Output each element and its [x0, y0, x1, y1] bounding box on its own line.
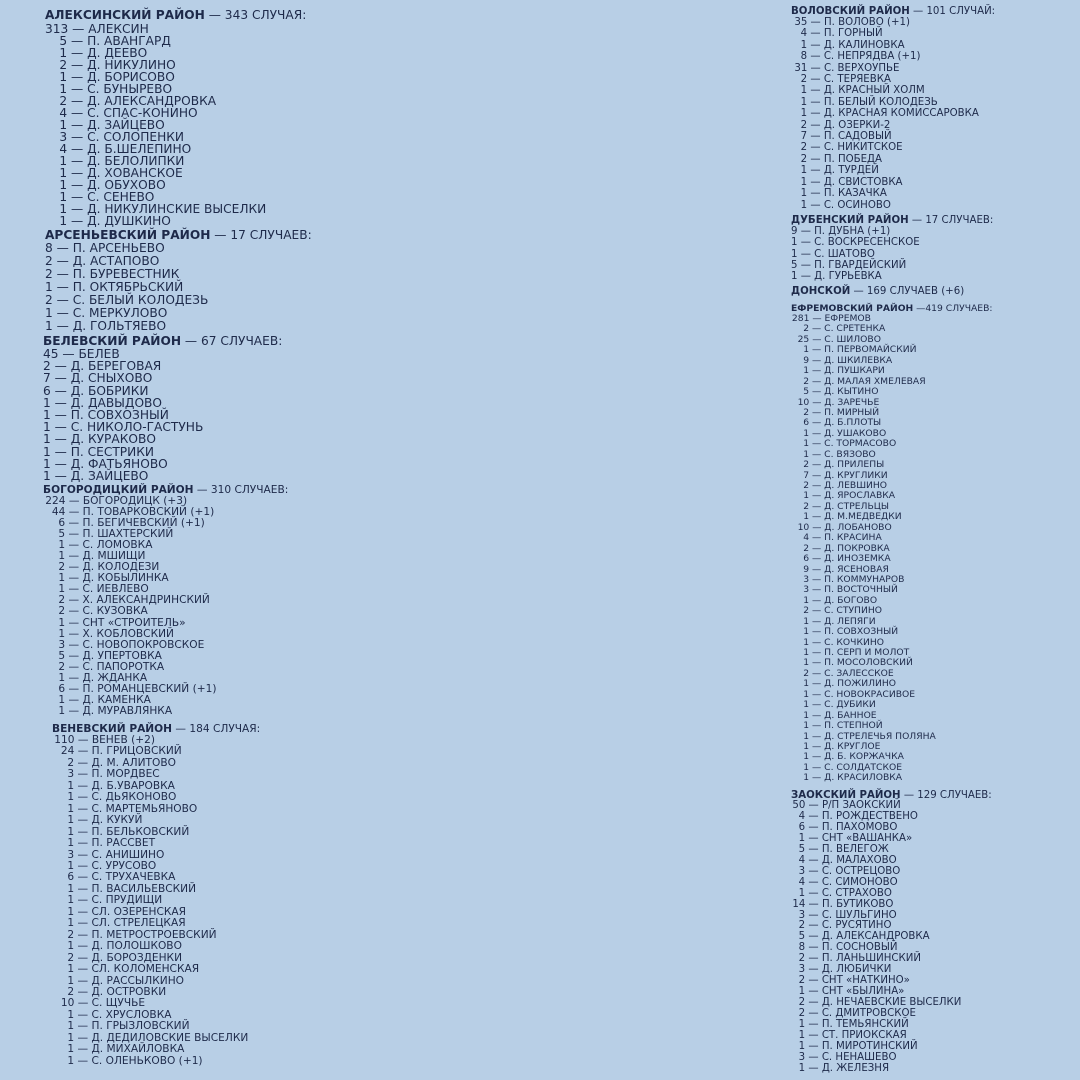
- settlement-line: 4 — П. РОЖДЕСТВЕНО: [798, 810, 918, 822]
- settlement-line: 1 — Д. КОБЫЛИНКА: [58, 572, 169, 585]
- settlement-line: 2 — Д. БЕРЕГОВАЯ: [43, 359, 162, 374]
- settlement-line: 1 — Д. КУКУЙ: [67, 814, 143, 827]
- settlement-line: 1 — Д. НИКУЛИНСКИЕ ВЫСЕЛКИ: [59, 202, 267, 216]
- settlement-line: 1 — С. УРУСОВО: [67, 859, 157, 872]
- settlement-line: 1 — СЛ. СТРЕЛЕЦКАЯ: [67, 917, 186, 930]
- settlement-line: 1 — С. СОЛДАТСКОЕ: [803, 761, 903, 773]
- settlement-line: 110 — ВЕНЕВ (+2): [54, 734, 155, 746]
- settlement-line: 1 — Д. БОГОВО: [803, 594, 878, 606]
- settlement-line: 1 — Д. ДЕЕВО: [59, 46, 148, 60]
- settlement-line: 1 — С. ЛОМОВКА: [58, 539, 153, 552]
- district-aleksin: [45, 8, 306, 227]
- settlement-line: 1 — Д. Б. КОРЖАЧКА: [803, 751, 904, 763]
- settlement-line: 2 — Д. ПРИЛЕПЫ: [803, 459, 885, 471]
- settlement-line: 6 — П. ПАХОМОВО: [798, 821, 898, 833]
- settlement-line: 3 — С. НЕНАШЕВО: [798, 1051, 897, 1063]
- settlement-line: 1 — Д. ЛЕПЯГИ: [803, 615, 876, 627]
- settlement-line: 2 — С. ЗАЛЕССКОЕ: [803, 667, 894, 679]
- district-case-count: — 343 СЛУЧАЯ:: [204, 8, 307, 22]
- district-name: ДУБЕНСКИЙ РАЙОН: [791, 215, 909, 226]
- district-case-count: — 169 СЛУЧАЕВ (+6): [850, 286, 965, 297]
- settlement-line: 10 — С. ЩУЧЬЕ: [60, 997, 146, 1010]
- settlement-line: 3 — С. ШУЛЬГИНО: [798, 909, 897, 921]
- settlement-line: 1 — П. ПЕРВОМАЙСКИЙ: [803, 344, 917, 356]
- district-arsenyev: [45, 228, 312, 333]
- settlement-line: 1 — П. СОВХОЗНЫЙ: [43, 408, 169, 423]
- settlement-line: 1 — Д. БАННОЕ: [803, 709, 877, 721]
- settlement-line: 1 — Д. БЕЛОЛИПКИ: [59, 154, 185, 168]
- settlement-line: 281 — ЕФРЕМОВ: [791, 313, 871, 324]
- settlement-line: 1 — С. БУНЫРЕВО: [59, 82, 173, 96]
- district-case-count: — 67 СЛУЧАЕВ:: [181, 334, 283, 348]
- district-header: [791, 215, 993, 226]
- settlement-line: 1 — П. ТЕМЬЯНСКИЙ: [798, 1019, 909, 1031]
- settlement-line: 1 — С. НОВОКРАСИВОЕ: [803, 688, 916, 700]
- settlement-line: 2 — СНТ «НАТКИНО»: [798, 975, 910, 987]
- settlement-line: 4 — Д. Б.ШЕЛЕПИНО: [59, 142, 192, 156]
- settlement-line: 3 — П. КОММУНАРОВ: [803, 573, 905, 585]
- settlement-line: 5 — П. АВАНГАРД: [59, 34, 171, 48]
- district-case-count: — 17 СЛУЧАЕВ:: [908, 215, 994, 226]
- settlement-line: 1 — Д. ПУШКАРИ: [803, 365, 885, 377]
- settlement-line: 1 — С. ИЕВЛЕВО: [58, 583, 149, 596]
- settlement-line: 1 — Д. БОРИСОВО: [59, 70, 175, 84]
- settlement-line: 1 — С. ВЯЗОВО: [803, 448, 876, 460]
- settlement-line: 1 — С. ДЬЯКОНОВО: [67, 791, 177, 804]
- settlement-line: 1 — П. БЕЛЫЙ КОЛОДЕЗЬ: [800, 96, 938, 108]
- settlement-line: 1 — С. ОЛЕНЬКОВО (+1): [67, 1054, 203, 1067]
- settlement-line: 1 — СНТ «ВАШАНКА»: [798, 832, 913, 844]
- settlement-line: 1 — Д. КРАСНАЯ КОМИССАРОВКА: [800, 108, 979, 120]
- settlement-line: 44 — П. ТОВАРКОВСКИЙ (+1): [51, 506, 215, 519]
- settlement-line: 1 — Д. КАМЕНКА: [58, 693, 151, 706]
- settlement-line: 1 — Д. ОБУХОВО: [59, 178, 166, 192]
- settlement-line: 1 — С. ШАТОВО: [791, 248, 875, 260]
- settlement-line: 2 — С. СРЕТЕНКА: [803, 323, 886, 335]
- settlement-line: 6 — С. ТРУХАЧЕВКА: [67, 871, 176, 884]
- settlement-line: 4 — П. ГОРНЫЙ: [800, 28, 883, 40]
- settlement-line: 2 — Д. БОРОЗДЕНКИ: [67, 951, 183, 964]
- settlement-line: 10 — Д. ЛОБАНОВО: [797, 521, 892, 533]
- settlement-line: 2 — П. БУРЕВЕСТНИК: [45, 266, 180, 281]
- settlement-line: 2 — С. СТУПИНО: [803, 605, 882, 617]
- settlement-line: 35 — П. ВОЛОВО (+1): [794, 17, 911, 28]
- settlement-line: 1 — С. ВОСКРЕСЕНСКОЕ: [791, 237, 920, 249]
- settlement-line: 1 — С. СЕНЕВО: [59, 190, 155, 204]
- settlement-line: 1 — С. ОСИНОВО: [800, 199, 891, 211]
- district-case-count: — 101 СЛУЧАЙ:: [909, 6, 996, 17]
- settlement-line: 1 — С. ХРУСЛОВКА: [67, 1008, 172, 1021]
- settlement-line: 2 — Д. НИКУЛИНО: [59, 58, 176, 72]
- settlement-line: 2 — Д. ЛЕВШИНО: [803, 480, 888, 491]
- settlement-line: 1 — П. МОСОЛОВСКИЙ: [803, 657, 913, 669]
- settlement-line: 1 — Д. ДАВЫДОВО: [43, 395, 163, 410]
- settlement-line: 9 — П. ДУБНА (+1): [791, 226, 891, 237]
- settlement-line: 1 — СЛ. КОЛОМЕНСКАЯ: [67, 963, 200, 976]
- settlement-line: 1 — Д. КРАСИЛОВКА: [803, 772, 903, 784]
- settlement-line: 1 — СНТ «БЫЛИНА»: [798, 986, 905, 998]
- district-venev: [52, 723, 260, 1067]
- district-name: ЗАОКСКИЙ РАЙОН: [791, 790, 901, 801]
- settlement-line: 1 — Д. КАЛИНОВКА: [800, 39, 905, 51]
- district-header: [45, 228, 312, 242]
- settlement-line: 7 — П. САДОВЫЙ: [800, 131, 892, 143]
- settlement-line: 10 — Д. ЗАРЕЧЬЕ: [797, 396, 880, 408]
- settlement-line: 2 — С. КУЗОВКА: [58, 605, 148, 618]
- district-dubna: [791, 215, 993, 282]
- settlement-line: 1 — П. СОВХОЗНЫЙ: [803, 626, 899, 638]
- district-case-count: — 310 СЛУЧАЕВ:: [193, 484, 289, 496]
- settlement-line: 2 — П. ПОБЕДА: [800, 153, 882, 165]
- settlement-line: 6 — Д. ИНОЗЕМКА: [803, 553, 891, 565]
- settlement-line: 1 — Д. МШИЩИ: [58, 550, 146, 563]
- settlement-line: 2 — С. ПАПОРОТКА: [58, 660, 165, 673]
- settlement-line: 1 — П. СЕСТРИКИ: [43, 444, 155, 459]
- settlement-line: 31 — С. ВЕРХОУПЬЕ: [794, 62, 900, 74]
- settlement-line: 2 — П. ЛАНЬШИНСКИЙ: [798, 953, 921, 965]
- settlement-line: 4 — С. СИМОНОВО: [798, 876, 898, 888]
- district-volovo: [791, 6, 995, 211]
- settlement-line: 1 — П. МИРОТИНСКИЙ: [798, 1040, 918, 1052]
- settlement-line: 1 — Х. КОБЛОВСКИЙ: [58, 627, 174, 640]
- settlement-line: 14 — П. БУТИКОВО: [792, 898, 894, 910]
- settlement-line: 4 — С. СПАС-КОНИНО: [59, 106, 198, 120]
- settlement-line: 1 — С. МЕРКУЛОВО: [45, 305, 168, 320]
- district-bogoroditsk: [43, 485, 288, 717]
- settlement-line: 2 — Д. АСТАПОВО: [45, 253, 160, 268]
- settlement-line: 2 — Д. СТРЕЛЬЦЫ: [803, 500, 889, 512]
- settlement-line: 6 — П. БЕГИЧЕВСКИЙ (+1): [58, 517, 205, 530]
- settlement-line: 24 — П. ГРИЦОВСКИЙ: [60, 745, 182, 758]
- settlement-line: 1 — С. ТОРМАСОВО: [803, 438, 897, 450]
- district-case-count: — 129 СЛУЧАЕВ:: [900, 790, 992, 801]
- settlement-line: 1 — Д. ЯРОСЛАВКА: [803, 490, 896, 502]
- settlement-line: 1 — Д. КРАСНЫЙ ХОЛМ: [800, 85, 925, 97]
- district-name: ВОЛОВСКИЙ РАЙОН: [791, 6, 910, 17]
- district-efremov: [791, 304, 993, 784]
- settlement-line: 1 — С. НИКОЛО-ГАСТУНЬ: [43, 420, 204, 435]
- settlement-line: 1 — Д. ФАТЬЯНОВО: [43, 456, 168, 471]
- district-zaoksky: [791, 790, 992, 1075]
- settlement-line: 1 — П. СТЕПНОЙ: [803, 720, 883, 732]
- settlement-line: 8 — С. НЕПРЯДВА (+1): [800, 51, 921, 63]
- settlement-line: 5 — П. ГВАРДЕЙСКИЙ: [791, 259, 907, 271]
- settlement-line: 8 — П. АРСЕНЬЕВО: [45, 241, 165, 255]
- settlement-line: 1 — Д. ХОВАНСКОЕ: [59, 166, 183, 180]
- settlement-line: 1 — Д. РАССЫЛКИНО: [67, 974, 184, 987]
- settlement-line: 45 — БЕЛЕВ: [43, 347, 120, 361]
- settlement-line: 1 — П. КАЗАЧКА: [800, 188, 887, 200]
- settlement-line: 3 — С. АНИШИНО: [67, 848, 165, 861]
- settlement-line: 1 — П. ВАСИЛЬЕВСКИЙ: [67, 882, 196, 895]
- district-case-count: — 17 СЛУЧАЕВ:: [210, 228, 312, 242]
- settlement-line: 4 — П. КРАСИНА: [803, 532, 882, 544]
- district-name: БЕЛЕВСКИЙ РАЙОН: [43, 334, 182, 348]
- district-name: ДОНСКОЙ: [791, 286, 851, 297]
- settlement-line: 5 — Д. АЛЕКСАНДРОВКА: [798, 931, 930, 943]
- district-name: ВЕНЕВСКИЙ РАЙОН: [52, 723, 173, 735]
- settlement-line: 1 — Д. ГУРЬЕВКА: [791, 271, 882, 283]
- settlement-line: 5 — П. ВЕЛЕГОЖ: [798, 843, 889, 855]
- district-case-count: —419 СЛУЧАЕВ:: [913, 303, 993, 314]
- settlement-line: 6 — Д. БОБРИКИ: [43, 383, 149, 398]
- settlement-line: 1 — Д. ДЕДИЛОВСКИЕ ВЫСЕЛКИ: [67, 1031, 249, 1044]
- settlement-line: 1 — Д. КУРАКОВО: [43, 432, 156, 447]
- settlement-line: 1 — П. ГРЫЗЛОВСКИЙ: [67, 1020, 190, 1033]
- settlement-line: 2 — П. МЕТРОСТРОЕВСКИЙ: [67, 928, 217, 941]
- settlement-line: 4 — Д. МАЛАХОВО: [798, 854, 897, 866]
- settlement-line: 7 — Д. КРУГЛИКИ: [803, 469, 888, 481]
- settlement-line: 2 — Д. АЛЕКСАНДРОВКА: [59, 94, 217, 108]
- settlement-line: 2 — Д. ОЗЕРКИ-2: [800, 119, 891, 131]
- settlement-line: 1 — С. КОЧКИНО: [803, 636, 884, 648]
- district-name: ЕФРЕМОВСКИЙ РАЙОН: [791, 303, 914, 314]
- settlement-line: 2 — Д. М. АЛИТОВО: [67, 756, 176, 769]
- settlement-line: 5 — П. ШАХТЕРСКИЙ: [58, 528, 174, 541]
- settlement-line: 2 — Д. ОСТРОВКИ: [67, 985, 167, 998]
- settlement-line: 2 — С. ТЕРЯЕВКА: [800, 74, 891, 86]
- settlement-line: 2 — Д. ПОКРОВКА: [803, 542, 890, 554]
- settlement-line: 1 — С. ПРУДИЩИ: [67, 894, 163, 907]
- settlement-line: 50 — Р/П ЗАОКСКИЙ: [792, 800, 901, 811]
- settlement-line: 1 — П. СЕРП И МОЛОТ: [803, 647, 910, 658]
- district-name: АРСЕНЬЕВСКИЙ РАЙОН: [45, 228, 211, 242]
- settlement-line: 3 — С. НОВОПОКРОВСКОЕ: [58, 638, 205, 651]
- settlement-line: 9 — Д. ШКИЛЕВКА: [803, 354, 893, 366]
- settlement-line: 9 — Д. ЯСЕНОВАЯ: [803, 563, 889, 575]
- district-donskoy: [791, 286, 964, 297]
- settlement-line: 2 — Х. АЛЕКСАНДРИНСКИЙ: [58, 594, 210, 607]
- settlement-line: 224 — БОГОРОДИЦК (+3): [45, 495, 188, 507]
- settlement-line: 1 — СТ. ПРИОКСКАЯ: [798, 1030, 907, 1042]
- district-name: АЛЕКСИНСКИЙ РАЙОН: [45, 8, 205, 22]
- settlement-line: 7 — Д. СНЫХОВО: [43, 371, 153, 386]
- settlement-line: 6 — П. РОМАНЦЕВСКИЙ (+1): [58, 682, 217, 695]
- settlement-line: 2 — С. РУСЯТИНО: [798, 920, 892, 932]
- settlement-line: 2 — С. НИКИТСКОЕ: [800, 142, 903, 154]
- settlement-line: 1 — Д. ДУШКИНО: [59, 214, 171, 228]
- settlement-line: 1 — Д. ЖЕЛЕЗНЯ: [798, 1062, 890, 1074]
- settlement-line: 1 — С. СТРАХОВО: [798, 887, 892, 899]
- settlement-line: 1 — Д. Б.УВАРОВКА: [67, 779, 175, 792]
- settlement-line: 1 — Д. ЖДАНКА: [58, 671, 148, 684]
- settlement-line: 3 — С. ОСТРЕЦОВО: [798, 865, 901, 877]
- settlement-line: 5 — Д. КЫТИНО: [803, 386, 879, 398]
- settlement-line: 1 — П. БЕЛЬКОВСКИЙ: [67, 825, 190, 838]
- settlement-line: 1 — Д. М.МЕДВЕДКИ: [803, 511, 902, 523]
- settlement-line: 1 — С. ДУБИКИ: [803, 699, 876, 711]
- settlement-line: 2 — Д. МАЛАЯ ХМЕЛЕВАЯ: [803, 375, 926, 387]
- settlement-line: 25 — С. ШИЛОВО: [797, 333, 881, 345]
- settlement-line: 3 — Д. ЛЮБИЧКИ: [798, 964, 892, 976]
- settlement-line: 1 — Д. ГОЛЬТЯЕВО: [45, 318, 167, 333]
- settlement-line: 1 — Д. ПОЛОШКОВО: [67, 940, 182, 953]
- district-case-count: — 184 СЛУЧАЯ:: [172, 723, 261, 735]
- settlement-line: 1 — Д. ТУРДЕЙ: [800, 165, 879, 177]
- settlement-line: 1 — Д. УШАКОВО: [803, 427, 887, 439]
- district-header: [791, 6, 995, 17]
- settlement-line: 1 — Д. МУРАВЛЯНКА: [58, 704, 173, 717]
- settlement-line: 2 — С. БЕЛЫЙ КОЛОДЕЗЬ: [45, 292, 209, 307]
- settlement-line: 8 — П. СОСНОВЫЙ: [798, 942, 898, 954]
- settlement-line: 5 — Д. УПЕРТОВКА: [58, 649, 162, 662]
- settlement-line: 1 — Д. СВИСТОВКА: [800, 176, 903, 188]
- settlement-line: 6 — Д. Б.ПЛОТЫ: [803, 417, 882, 429]
- settlement-line: 1 — П. ОКТЯБРЬСКИЙ: [45, 279, 184, 294]
- settlement-line: 1 — Д. ЗАЙЦЕВО: [59, 118, 165, 132]
- district-name: БОГОРОДИЦКИЙ РАЙОН: [43, 484, 194, 496]
- settlement-line: 2 — Д. НЕЧАЕВСКИЕ ВЫСЕЛКИ: [798, 997, 962, 1009]
- settlement-line: 1 — Д. ПОЖИЛИНО: [803, 678, 897, 690]
- settlement-line: 1 — П. РАССВЕТ: [67, 837, 156, 850]
- settlement-line: 1 — СНТ «СТРОИТЕЛЬ»: [58, 616, 186, 629]
- settlement-line: 1 — Д. ЗАЙЦЕВО: [43, 469, 149, 484]
- settlement-line: 1 — СЛ. ОЗЕРЕНСКАЯ: [67, 905, 186, 918]
- settlement-line: 1 — Д. МИХАЙЛОВКА: [67, 1043, 185, 1056]
- district-header: [791, 286, 964, 297]
- settlement-line: 1 — Д. СТРЕЛЕЧЬЯ ПОЛЯНА: [803, 730, 936, 742]
- settlement-line: 1 — Д. КРУГЛОЕ: [803, 740, 881, 752]
- settlement-line: 2 — Д. КОЛОДЕЗИ: [58, 561, 160, 574]
- settlement-line: 2 — С. ДМИТРОВСКОЕ: [798, 1008, 916, 1020]
- district-header: [45, 8, 306, 23]
- settlement-line: 3 — С. СОЛОПЕНКИ: [59, 130, 185, 144]
- settlement-line: 3 — П. ВОСТОЧНЫЙ: [803, 584, 898, 596]
- district-belev: [43, 335, 282, 482]
- settlement-line: 1 — С. МАРТЕМЬЯНОВО: [67, 802, 198, 815]
- settlement-line: 2 — П. МИРНЫЙ: [803, 406, 880, 418]
- settlement-line: 313 — АЛЕКСИН: [45, 22, 149, 36]
- settlement-line: 3 — П. МОРДВЕС: [67, 768, 160, 781]
